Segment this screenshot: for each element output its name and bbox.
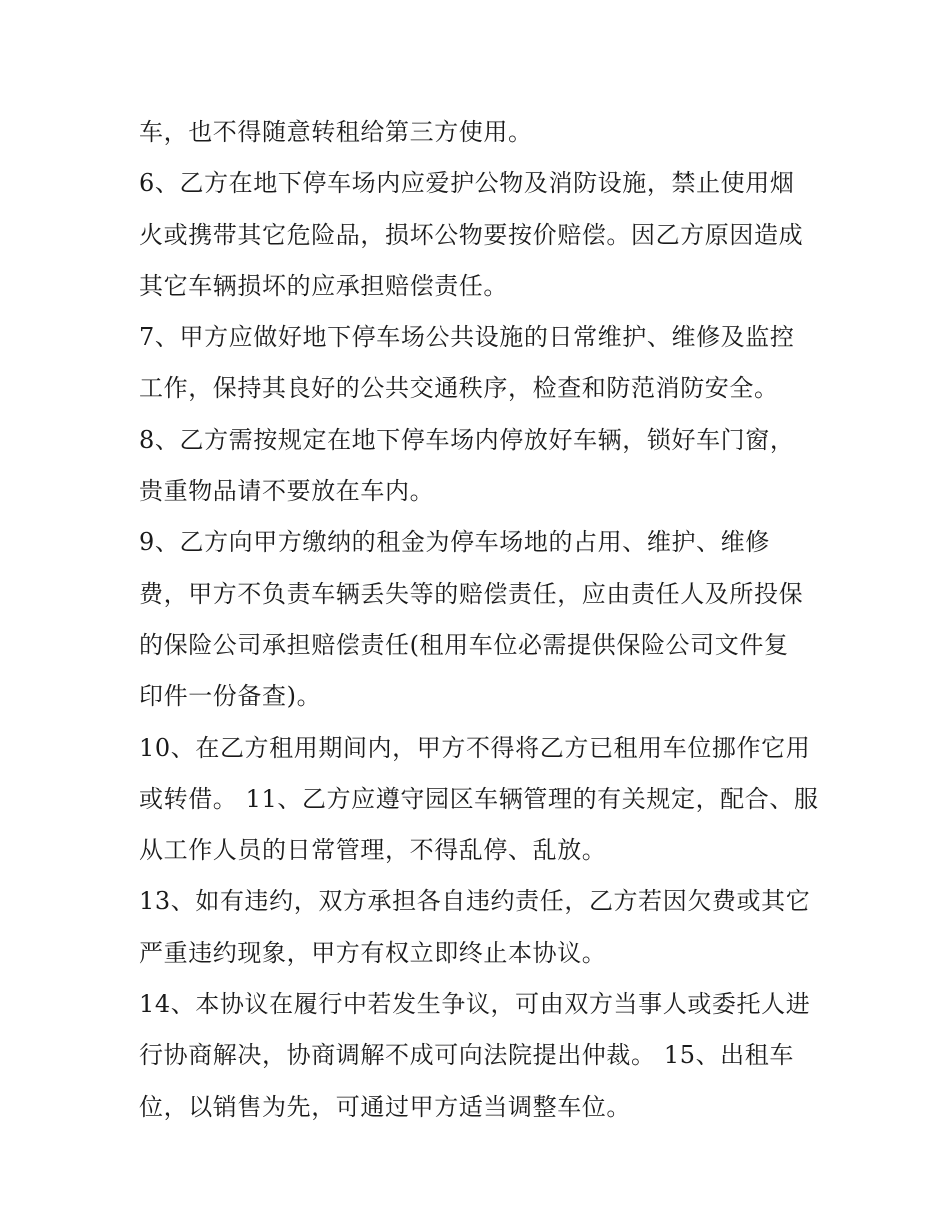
text-line: 8、乙方需按规定在地下停车场内停放好车辆，锁好车门窗， xyxy=(139,425,795,454)
text-line: 10、在乙方租用期间内，甲方不得将乙方已租用车位挪作它用 xyxy=(139,733,811,762)
text-line: 位，以销售为先，可通过甲方适当调整车位。 xyxy=(139,1092,631,1121)
text-line: 行协商解决，协商调解不成可向法院提出仲裁。 15、出租车 xyxy=(139,1041,794,1070)
text-line: 贵重物品请不要放在车内。 xyxy=(139,477,435,506)
text-line: 7、甲方应做好地下停车场公共设施的日常维护、维修及监控 xyxy=(139,323,795,352)
text-line: 工作，保持其良好的公共交通秩序，检查和防范消防安全。 xyxy=(139,374,779,403)
text-line: 或转借。 11、乙方应遵守园区车辆管理的有关规定，配合、服 xyxy=(139,784,819,813)
text-line: 9、乙方向甲方缴纳的租金为停车场地的占用、维护、维修 xyxy=(139,528,770,557)
text-line: 车，也不得随意转租给第三方使用。 xyxy=(139,118,533,146)
text-line: 印件一份备查)。 xyxy=(139,682,322,711)
text-line: 其它车辆损坏的应承担赔偿责任。 xyxy=(139,271,508,300)
text-line: 严重违约现象，甲方有权立即终止本协议。 xyxy=(139,938,607,967)
text-line: 14、本协议在履行中若发生争议，可由双方当事人或委托人进 xyxy=(139,990,811,1019)
text-line: 6、乙方在地下停车场内应爱护公物及消防设施，禁止使用烟 xyxy=(139,169,795,198)
text-line: 从工作人员的日常管理，不得乱停、乱放。 xyxy=(139,836,607,865)
text-line: 的保险公司承担赔偿责任(租用车位必需提供保险公司文件复 xyxy=(139,630,789,659)
contract-text xyxy=(139,107,819,1133)
text-line: 费，甲方不负责车辆丢失等的赔偿责任，应由责任人及所投保 xyxy=(139,579,804,608)
text-line: 火或携带其它危险品，损坏公物要按价赔偿。因乙方原因造成 xyxy=(139,220,804,249)
text-line: 13、如有违约，双方承担各自违约责任，乙方若因欠费或其它 xyxy=(139,887,811,916)
